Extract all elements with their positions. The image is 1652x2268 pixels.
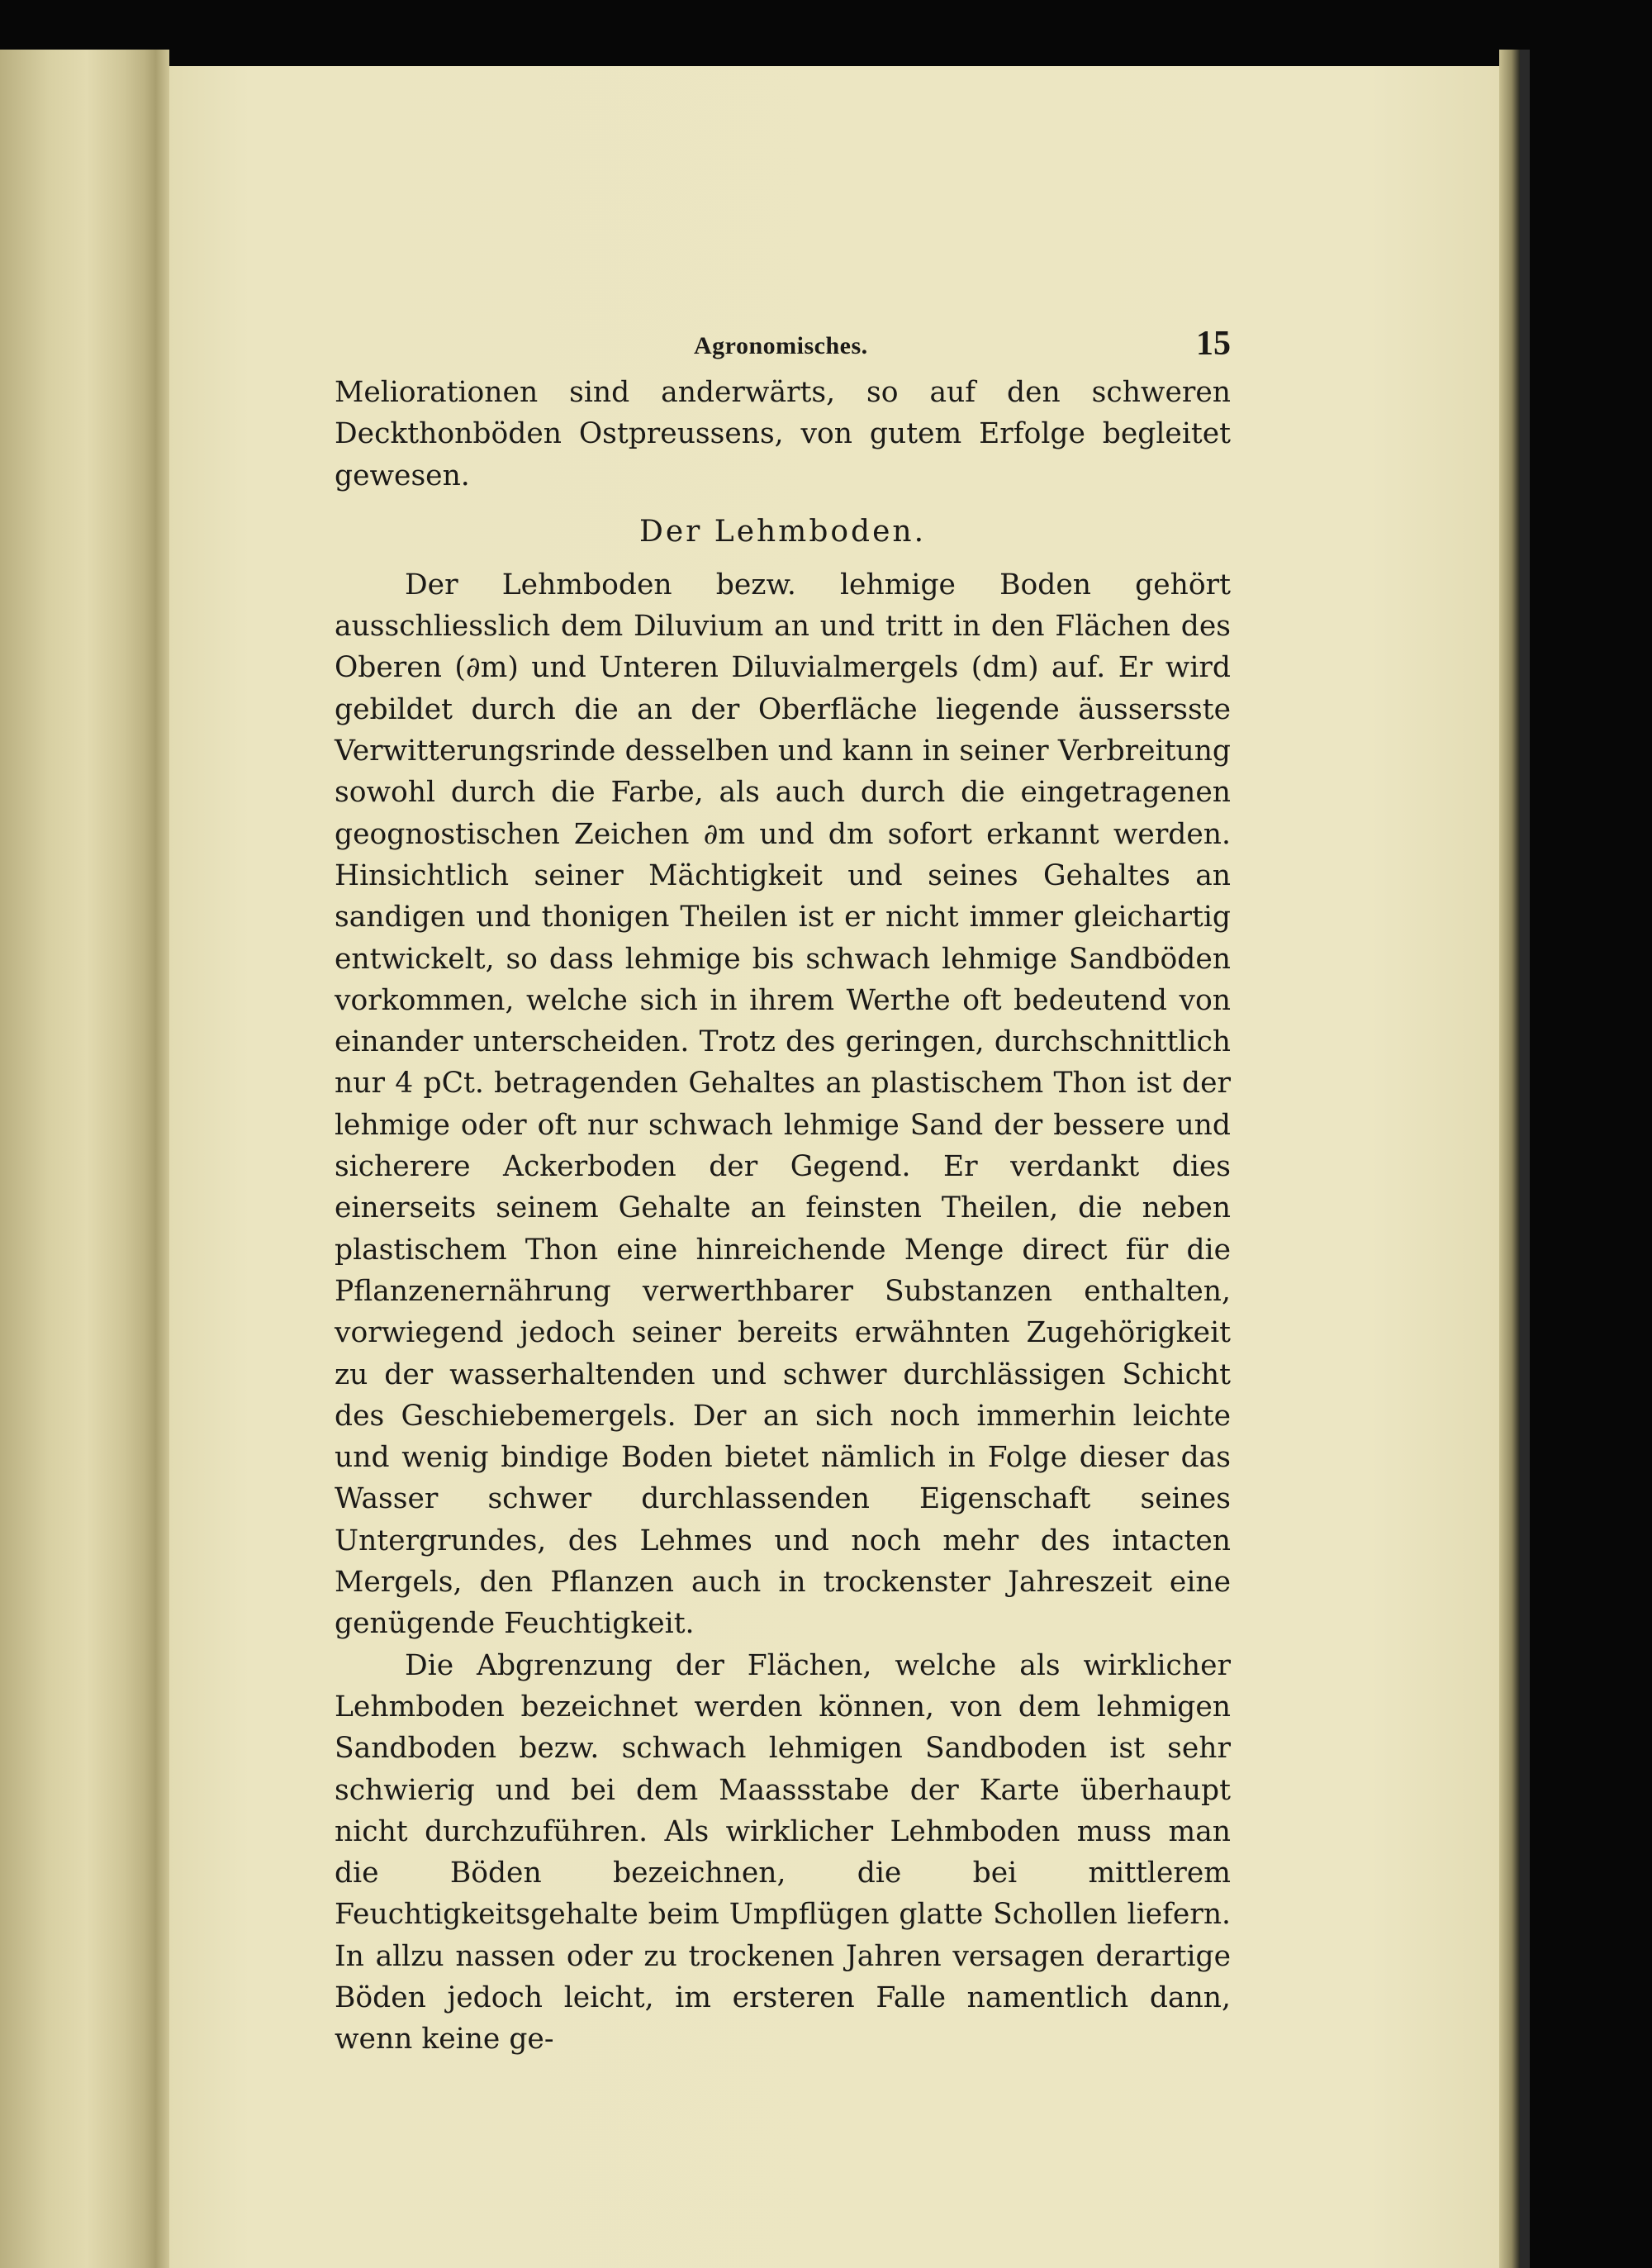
- running-head: [335, 322, 1231, 372]
- running-head-title: Agronomisches.: [694, 332, 868, 359]
- section-title: Der Lehmboden.: [638, 514, 927, 549]
- book-cover-edge: [1520, 50, 1530, 2268]
- page-text-block: [335, 322, 1231, 2061]
- page-fore-edge: [1499, 50, 1520, 2268]
- paragraph-lehmboden-description: Der Lehmboden bezw. lehmige Boden gehört ausschliesslich dem Diluvium an und tritt in den Flächen des Oberen (∂m) und Unteren Diluvialmergels (dm) auf. Er wird gebildet durch die an der Oberfläche liegende äussersste Verwitterungsrinde desselben und kann in seiner Verbreitung sowohl durch die Farbe, als auch durch die eingetragenen geognostischen Zeichen ∂m und dm sofort erkannt werden. Hinsichtlich seiner Mächtigkeit und seines Gehaltes an sandigen und thonigen Theilen ist er nicht immer gleichartig entwickelt, so dass lehmige bis schwach lehmige Sandböden vorkommen, welche sich in ihrem Werthe oft bedeutend von einander unterscheiden. Trotz des geringen, durchschnittlich nur 4 pCt. betragenden Gehaltes an plastischem Thon ist der lehmige oder oft nur schwach lehmige Sand der bessere und sicherere Ackerboden der Gegend. Er verdankt dies einerseits seinem Gehalte an feinsten Theilen, die neben plastischem Thon eine hinreichende Menge direct für die Pflanzenernährung verwerthbarer Substanzen enthalten, vorwiegend jedoch seiner bereits erwähnten Zugehörigkeit zu der wasserhaltenden und schwer durchlässigen Schicht des Geschiebemergels. Der an sich noch immerhin leichte und wenig bindige Boden bietet nämlich in Folge dieser das Wasser schwer durchlassenden Eigenschaft seines Untergrundes, des Lehmes und noch mehr des intacten Mergels, den Pflanzen auch in trockenster Jahreszeit eine genügende Feuchtigkeit.: [335, 568, 1231, 1641]
- intro-paragraph: Meliorationen sind anderwärts, so auf den schweren Deckthonböden Ostpreussens, von gutem Erfolge begleitet gewesen.: [335, 376, 1231, 492]
- left-page-edge: [0, 50, 124, 2268]
- paragraph-abgrenzung: Die Abgrenzung der Flächen, welche als wirklicher Lehmboden bezeichnet werden können, von dem lehmigen Sandboden bezw. schwach lehmigen Sandboden ist sehr schwierig und bei dem Maassstabe der Karte überhaupt nicht durchzuführen. Als wirklicher Lehmboden muss man die Böden bezeichnen, die bei mittlerem Feuchtigkeitsgehalte beim Umpflügen glatte Schollen liefern. In allzu nassen oder zu trockenen Jahren versagen derartige Böden jedoch leicht, im ersteren Falle namentlich dann, wenn keine ge-: [335, 1648, 1231, 2056]
- book-gutter: [124, 50, 169, 2268]
- page-number: 15: [1196, 325, 1231, 363]
